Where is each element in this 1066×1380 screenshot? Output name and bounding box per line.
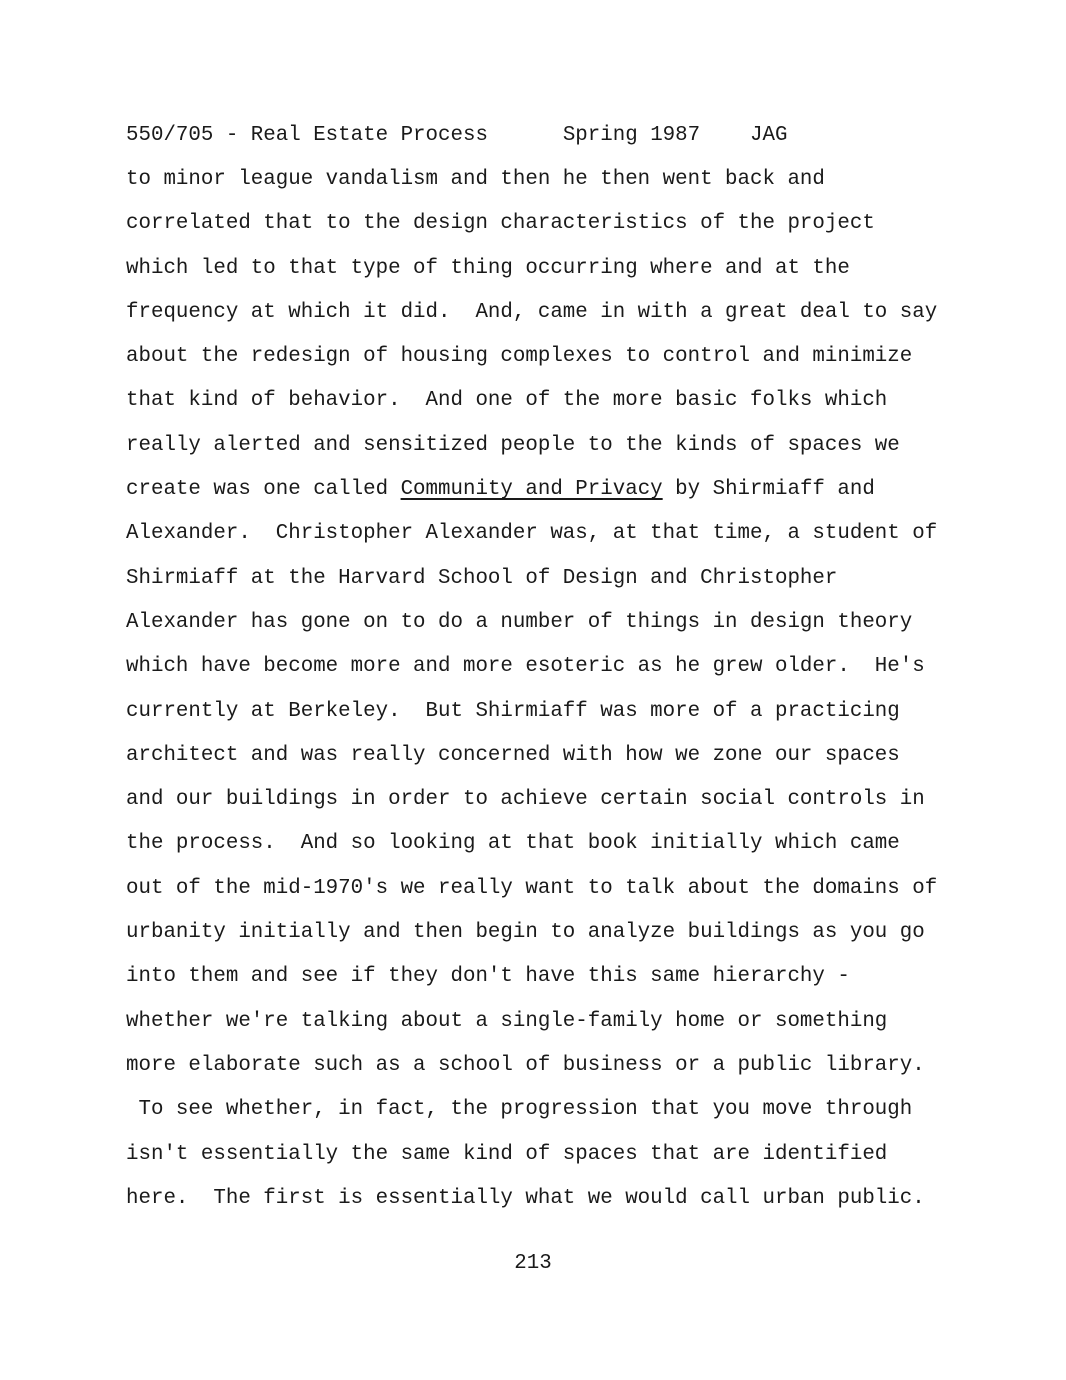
text-line: currently at Berkeley. But Shirmiaff was more of a practicing xyxy=(126,699,900,723)
text-line: which led to that type of thing occurring where and at the xyxy=(126,256,850,280)
book-title: Community and Privacy xyxy=(400,478,663,502)
text-line: that kind of behavior. And one of the more basic folks which xyxy=(126,389,888,413)
term: Spring 1987 xyxy=(562,124,701,147)
text-line: and our buildings in order to achieve certain social controls in xyxy=(126,788,925,812)
text-line: which have become more and more esoteric as he grew older. He's xyxy=(126,655,925,679)
text-line: out of the mid-1970's we really want to talk about the domains of xyxy=(126,876,938,900)
text-line: To see whether, in fact, the progression that you move through xyxy=(126,1098,913,1122)
text-line: to minor league vandalism and then he then went back and xyxy=(126,168,825,191)
text-line: frequency at which it did. And, came in with a great deal to say xyxy=(126,300,938,324)
author-initials: JAG xyxy=(750,124,788,147)
text-line: whether we're talking about a single-family home or something xyxy=(126,1009,888,1033)
text-line: here. The first is essentially what we would call urban public. xyxy=(126,1186,925,1210)
text-line: Shirmiaff at the Harvard School of Design and Christopher xyxy=(126,566,838,590)
text-line: Alexander. Christopher Alexander was, at that time, a student of xyxy=(126,522,938,546)
text-line: correlated that to the design characteristics of the project xyxy=(126,212,875,236)
text-line: urbanity initially and then begin to analyze buildings as you go xyxy=(126,921,925,945)
text-segment: by Shirmiaff and xyxy=(662,478,875,502)
course-title: 550/705 - Real Estate Process xyxy=(126,124,488,147)
page-header xyxy=(126,122,788,150)
text-line: architect and was really concerned with how we zone our spaces xyxy=(126,743,900,767)
text-line: about the redesign of housing complexes to control and minimize xyxy=(126,345,913,369)
text-line: really alerted and sensitized people to the kinds of spaces we xyxy=(126,433,900,457)
text-line: into them and see if they don't have this same hierarchy - xyxy=(126,965,850,989)
text-line: the process. And so looking at that book initially which came xyxy=(126,832,900,856)
page-number: 213 xyxy=(514,1252,552,1275)
text-line: more elaborate such as a school of business or a public library. xyxy=(126,1053,925,1077)
text-line-with-book-title xyxy=(126,476,937,520)
text-segment: create was one called xyxy=(126,478,401,502)
text-line: Alexander has gone on to do a number of things in design theory xyxy=(126,610,913,634)
transcript-body xyxy=(126,166,937,1229)
text-line: isn't essentially the same kind of spaces that are identified xyxy=(126,1142,888,1166)
